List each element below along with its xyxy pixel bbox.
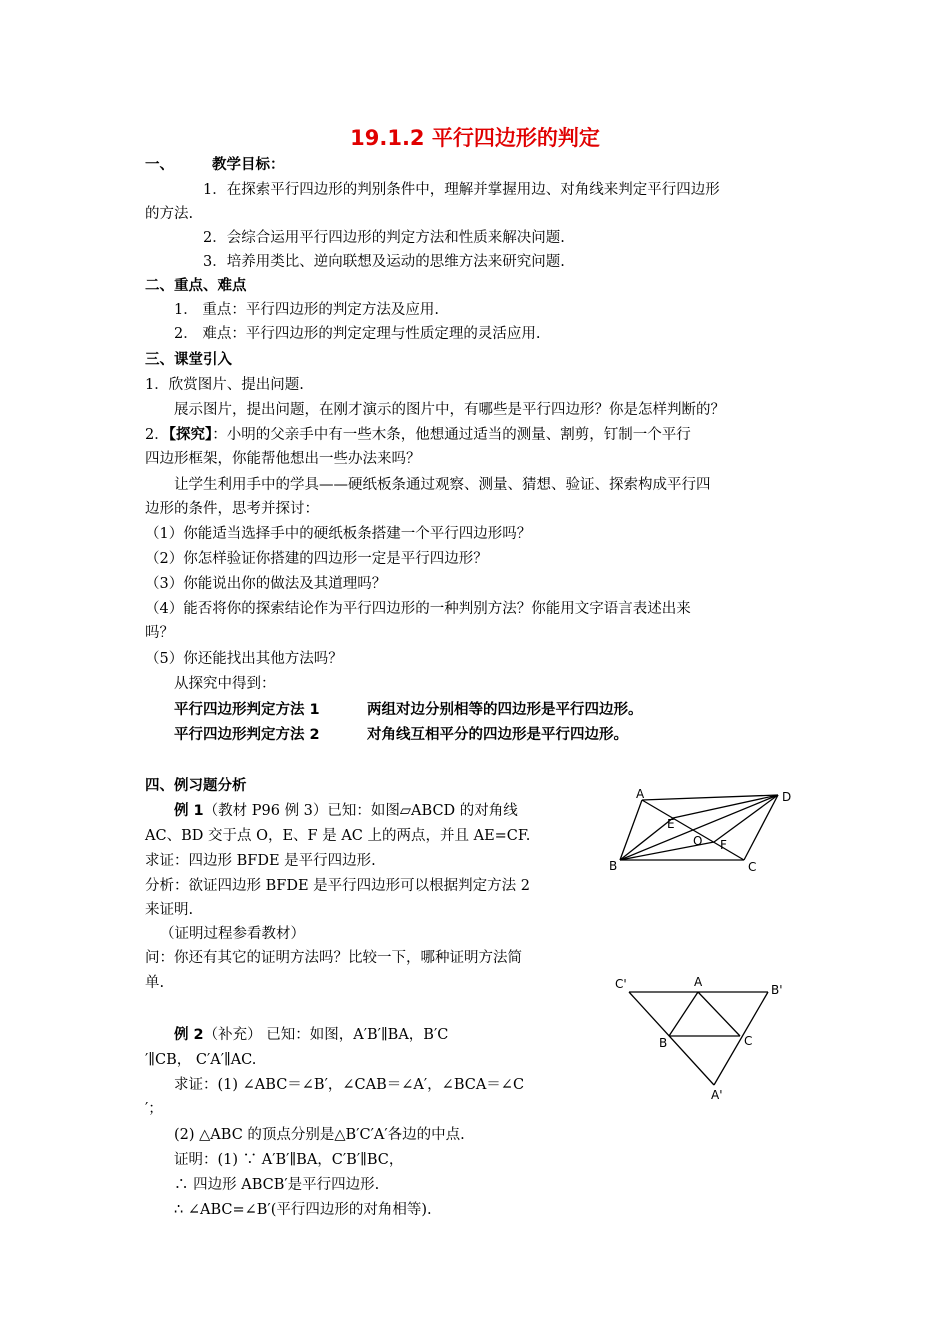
example-2-prove-3: (2) △ABC 的顶点分别是△B′C′A′各边的中点.	[174, 1127, 465, 1143]
diagonal-BD	[620, 795, 778, 860]
label-A: A	[636, 787, 645, 801]
intro-step-2-text: ：小明的父亲手中有一些木条，他想通过适当的测量、割剪，钉制一个平行	[212, 427, 691, 443]
example-1-text: （教材 P96 例 3）已知：如图▱ABCD 的对角线	[203, 803, 518, 819]
example-1-line-2: AC、BD 交于点 O，E、F 是 AC 上的两点，并且 AE=CF.	[145, 828, 531, 844]
section-1-heading: 教学目标：	[212, 157, 285, 173]
edge-B1A1	[714, 992, 768, 1085]
section-4-heading: 四、例习题分析	[145, 778, 247, 794]
section-3-heading: 三、课堂引入	[145, 352, 232, 368]
example-2-proof-1: 证明：(1) ∵ A′B′∥BA，C′B′∥BC，	[174, 1152, 404, 1168]
question-1: （1）你能适当选择手中的硬纸板条搭建一个平行四边形吗？	[145, 526, 532, 542]
edge-C1A1	[629, 992, 714, 1085]
activity-line-1: 让学生利用手中的学具——硬纸板条通过观察、测量、猜想、验证、探索构成平行四	[174, 477, 711, 493]
example-2-label: 例 2	[174, 1027, 204, 1043]
edge-DC	[744, 795, 778, 860]
label-D: D	[782, 790, 792, 804]
edge-AC	[698, 992, 740, 1036]
label-C: C	[748, 860, 757, 874]
example-2-prove-2: ′；	[145, 1101, 163, 1117]
example-2-prove: 求证：(1) ∠ABC＝∠B′，∠CAB＝∠A′，∠BCA＝∠C	[174, 1077, 525, 1093]
example-1-question-2: 单.	[145, 975, 165, 991]
label-B: B	[609, 859, 618, 873]
figure-parallelogram	[600, 780, 810, 880]
activity-line-2: 边形的条件，思考并探讨：	[145, 501, 319, 517]
question-2: （2）你怎样验证你搭建的四边形一定是平行四边形？	[145, 551, 488, 567]
figure-triangles	[605, 972, 805, 1102]
conclusion-intro: 从探究中得到：	[174, 676, 276, 692]
goal-2: 2．会综合运用平行四边形的判定方法和性质来解决问题.	[203, 230, 565, 246]
question-5: （5）你还能找出其他方法吗？	[145, 651, 343, 667]
page-title: 19.1.2 平行四边形的判定	[350, 126, 600, 150]
example-2-proof-3: ∴ ∠ABC=∠B′(平行四边形的对角相等).	[174, 1202, 432, 1218]
example-1-analysis: 分析：欲证四边形 BFDE 是平行四边形可以根据判定方法 2	[145, 878, 530, 894]
question-4-line-2: 吗？	[145, 625, 174, 641]
label-F: F	[720, 838, 727, 852]
example-1-analysis-2: 来证明.	[145, 902, 194, 918]
label-B-prime: B'	[771, 983, 783, 997]
label-C-prime: C'	[615, 977, 627, 991]
section-1-number: 一、	[145, 157, 174, 173]
method-2-text: 对角线互相平分的四边形是平行四边形。	[367, 727, 628, 743]
method-1-text: 两组对边分别相等的四边形是平行四边形。	[367, 702, 643, 718]
intro-step-2	[145, 425, 691, 445]
intro-step-2-text-2: 四边形框架，你能帮他想出一些办法来吗？	[145, 451, 421, 467]
section-2-heading: 二、重点、难点	[145, 278, 247, 294]
example-2-line-2: ′∥CB， C′A′∥AC.	[145, 1052, 257, 1068]
example-1-label: 例 1	[174, 803, 204, 819]
intro-step-1: 1．欣赏图片、提出问题.	[145, 377, 304, 393]
label-A-top: A	[694, 975, 703, 989]
example-1-prove: 求证：四边形 BFDE 是平行四边形.	[145, 853, 376, 869]
difficult-point: 2． 难点：平行四边形的判定定理与性质定理的灵活应用.	[174, 326, 541, 342]
example-1-line-1	[174, 801, 518, 821]
edge-AB	[669, 992, 698, 1036]
example-2-line-1	[174, 1025, 448, 1045]
example-1-proof-note: （证明过程参看教材）	[160, 926, 305, 942]
question-4-line-1: （4）能否将你的探索结论作为平行四边形的一种判别方法？你能用文字语言表述出来	[145, 601, 691, 617]
question-3: （3）你能说出你的做法及其道理吗？	[145, 576, 387, 592]
goal-3: 3．培养用类比、逆向联想及运动的思维方法来研究问题.	[203, 254, 565, 270]
example-2-text: （补充） 已知：如图，A′B′∥BA，B′C	[203, 1027, 449, 1043]
method-2-name: 平行四边形判定方法 2	[174, 727, 320, 743]
example-1-question: 问：你还有其它的证明方法吗？比较一下，哪种证明方法简	[145, 950, 522, 966]
example-2-proof-2: ∴ 四边形 ABCB′是平行四边形.	[174, 1177, 380, 1193]
label-B-mid: B	[659, 1036, 668, 1050]
label-O: O	[693, 834, 703, 848]
label-E: E	[667, 817, 675, 831]
label-C-mid: C	[744, 1034, 753, 1048]
intro-step-2-number: 2．	[145, 427, 169, 443]
explore-tag: 【探究】	[168, 427, 213, 443]
method-1-name: 平行四边形判定方法 1	[174, 702, 320, 718]
label-A-prime: A'	[711, 1088, 723, 1102]
goal-1-line-2: 的方法.	[145, 206, 194, 222]
key-point: 1． 重点：平行四边形的判定方法及应用.	[174, 302, 439, 318]
goal-1-line-1: 1．在探索平行四边形的判别条件中，理解并掌握用边、对角线来判定平行四边形	[203, 182, 720, 198]
intro-step-1-text: 展示图片，提出问题，在刚才演示的图片中，有哪些是平行四边形？你是怎样判断的？	[174, 402, 725, 418]
